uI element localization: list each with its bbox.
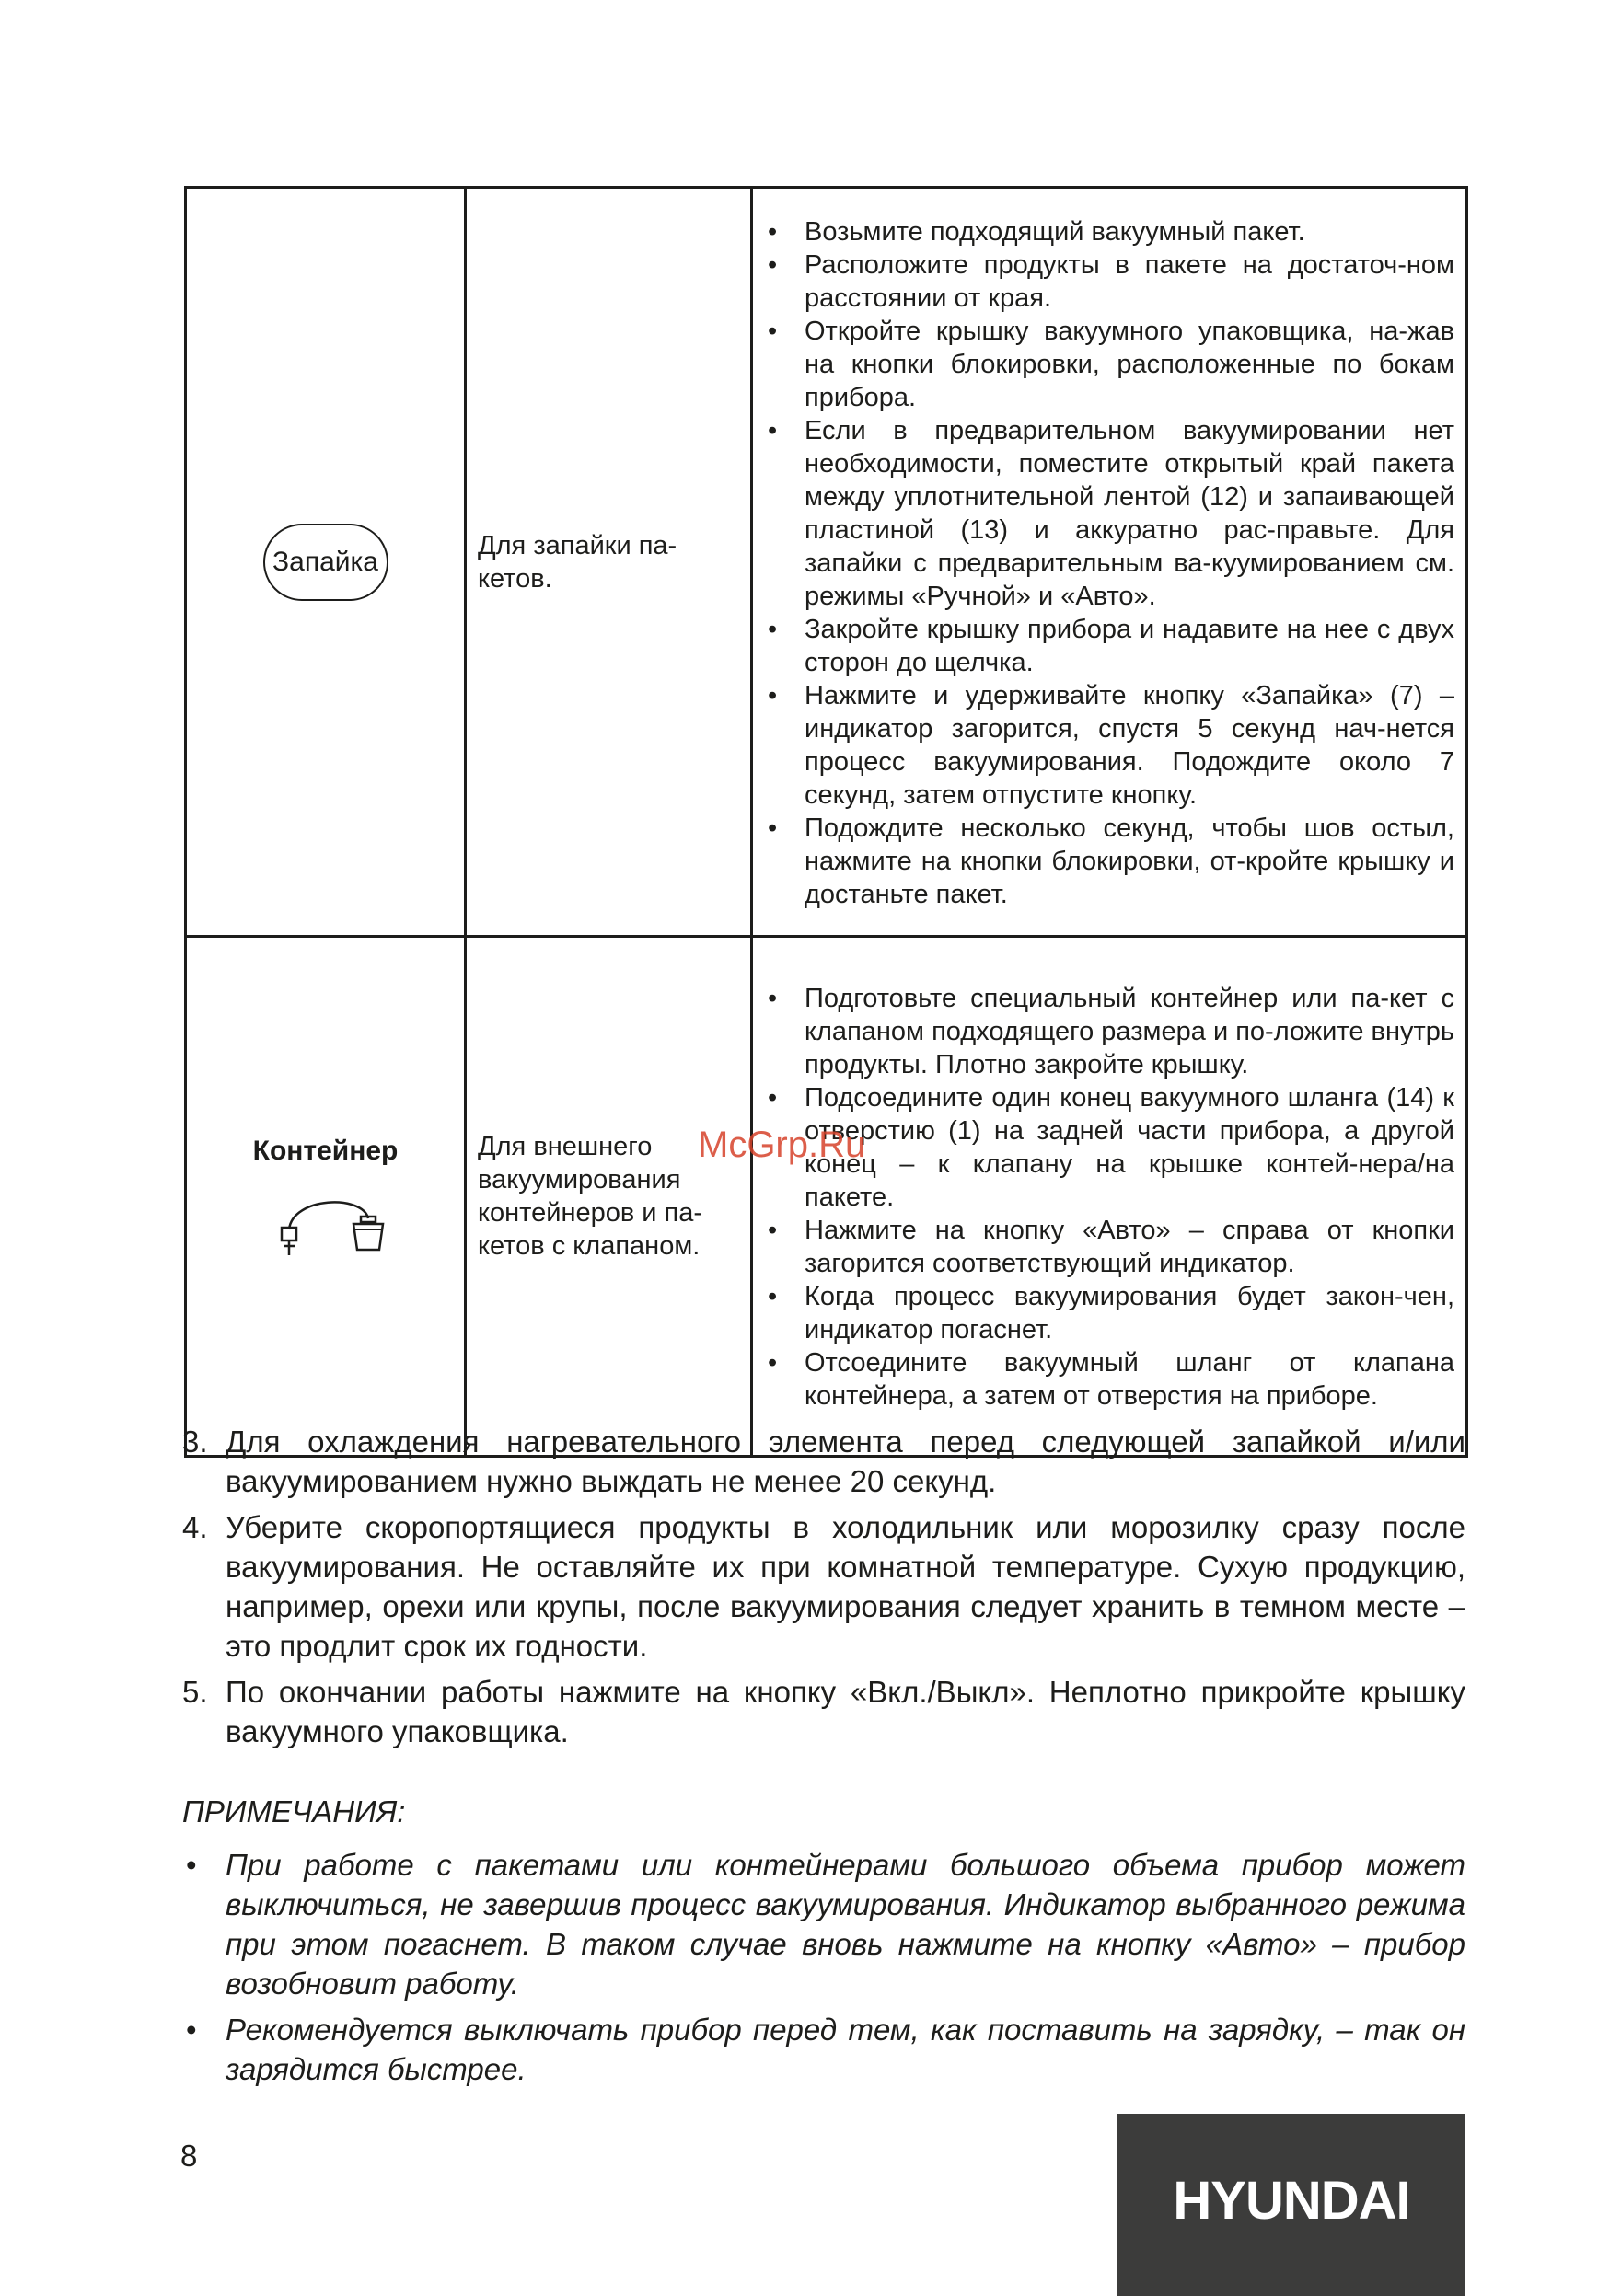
list-item: • Расположите продукты в пакете на достаточ-ном расстоянии от края. <box>762 248 1454 315</box>
page-number: 8 <box>180 2139 198 2173</box>
list-item: • Рекомендуется выключать прибор перед тем, как поставить на зарядку, – так он зарядится быстрее. <box>182 2010 1465 2089</box>
list-item: • Подсоедините один конец вакуумного шланга (14) к отверстию (1) на задней части прибора, а другой конец – к клапану на крышке контей-нера/на пакете. <box>762 1081 1454 1214</box>
item-number: 4. <box>182 1510 208 1544</box>
item-text: Для охлаждения нагревательного элемента перед следующей запайкой и/или вакуумированием нужно выждать не менее 20 секунд. <box>226 1425 1465 1498</box>
steps-cell <box>752 937 1467 1457</box>
item-text: Уберите скоропортящиеся продукты в холодильник или морозилку сразу после вакуумирования. Не оставляйте их при комнатной температуре. Сухую продукцию, например, орехи или крупы, после вакуумирования следует хранить в темном месте – это продлит срок их годности. <box>226 1510 1465 1663</box>
steps-list <box>762 215 1454 911</box>
watermark: McGrp.Ru <box>698 1125 866 1165</box>
mode-cell <box>186 937 466 1457</box>
list-item: • Откройте крышку вакуумного упаковщика, на-жав на кнопки блокировки, расположенные по бокам прибора. <box>762 315 1454 414</box>
list-item: • При работе с пакетами или контейнерами большого объема прибор может выключиться, не завершив процесс вакуумирования. Индикатор выбранного режима при этом погаснет. В таком случае вновь нажмите на кнопку «Авто» – прибор возобновит работу. <box>182 1845 1465 2003</box>
hose-container-icon <box>261 1187 390 1257</box>
list-item: • Нажмите и удерживайте кнопку «Запайка» (7) – индикатор загорится, спустя 5 секунд нач-нется процесс вакуумирования. Подождите около 7 секунд, затем отпустите кнопку. <box>762 679 1454 812</box>
brand-logo <box>1117 2114 1465 2296</box>
purpose-cell: Для внешнего вакуумирования контейнеров и па-кетов с клапаном. <box>466 937 752 1457</box>
numbered-instructions <box>182 1422 1465 1758</box>
table-row <box>186 188 1467 937</box>
list-item: • Подготовьте специальный контейнер или па-кет с клапаном подходящего размера и по-ложите внутрь продукты. Плотно закройте крышку. <box>762 982 1454 1081</box>
list-item: • Когда процесс вакуумирования будет закон-чен, индикатор погаснет. <box>762 1280 1454 1346</box>
list-item: • Подождите несколько секунд, чтобы шов остыл, нажмите на кнопки блокировки, от-кройте крышку и достаньте пакет. <box>762 812 1454 911</box>
remarks-list <box>182 1845 1465 2089</box>
list-item: • Если в предварительном вакуумировании нет необходимости, поместите открытый край пакета между уплотнительной лентой (12) и запаивающей пластиной (13) и аккуратно рас-правьте. Для запайки с предварительным ва-куумированием см. режимы «Ручной» и «Авто». <box>762 414 1454 613</box>
steps-cell <box>752 188 1467 937</box>
item-number: 3. <box>182 1425 208 1459</box>
item-number: 5. <box>182 1675 208 1709</box>
remarks-title: ПРИМЕЧАНИЯ: <box>182 1794 406 1829</box>
steps-list <box>762 982 1454 1413</box>
list-item: • Возьмите подходящий вакуумный пакет. <box>762 215 1454 248</box>
list-item <box>182 1507 1465 1666</box>
list-item: • Нажмите на кнопку «Авто» – справа от кнопки загорится соответствующий индикатор. <box>762 1214 1454 1280</box>
item-text: По окончании работы нажмите на кнопку «Вкл./Выкл». Неплотно прикройте крышку вакуумного упаковщика. <box>226 1675 1465 1748</box>
container-mode-label: Контейнер <box>252 1136 399 1166</box>
table-row <box>186 937 1467 1457</box>
list-item: • Закройте крышку прибора и надавите на нее с двух сторон до щелчка. <box>762 613 1454 679</box>
list-item <box>182 1672 1465 1751</box>
seal-button-label: Запайка <box>263 524 388 601</box>
purpose-cell: Для запайки па-кетов. <box>466 188 752 937</box>
brand-name: HYUNDAI <box>1173 2170 1410 2231</box>
mode-cell <box>186 188 466 937</box>
list-item <box>182 1422 1465 1501</box>
modes-table <box>184 186 1468 1458</box>
list-item: • Отсоедините вакуумный шланг от клапана контейнера, а затем от отверстия на приборе. <box>762 1346 1454 1413</box>
remarks-section <box>182 1792 1465 2095</box>
